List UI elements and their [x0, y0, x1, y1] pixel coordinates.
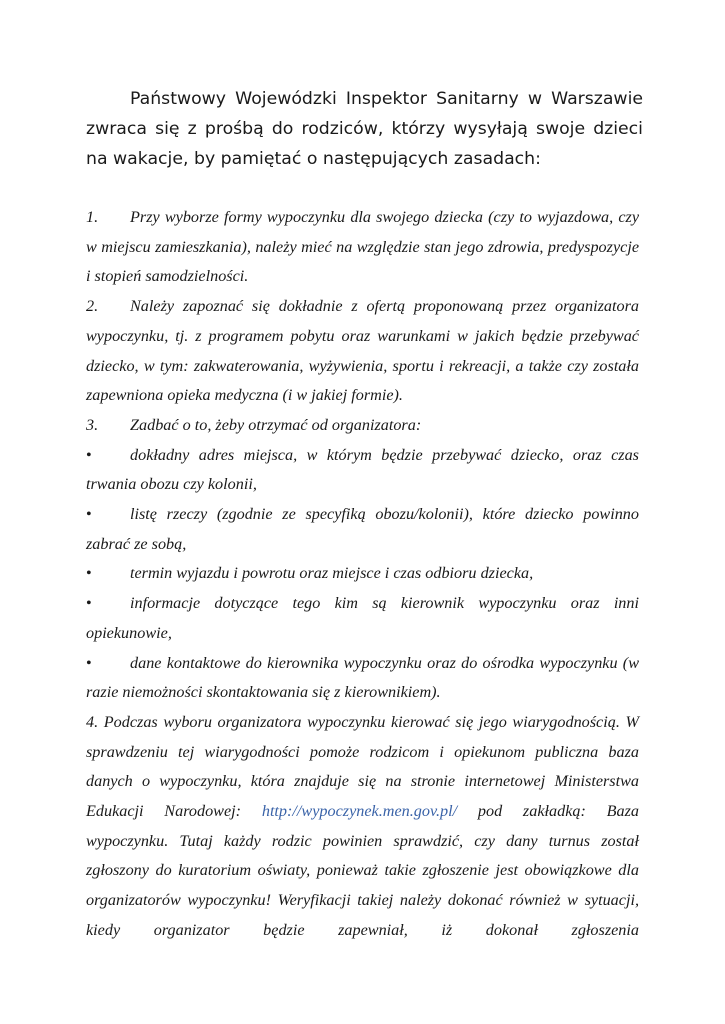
point-number: 2. [86, 297, 99, 316]
bullet-text: termin wyjazdu i powrotu oraz miejsce i czas odbioru dziecka, [130, 564, 534, 583]
bullet-text: listę rzeczy (zgodnie ze specyfiką obozu/kolonii), które dziecko powinno zabrać ze sobą, [86, 505, 639, 553]
bullet-marker: • [86, 594, 92, 613]
point-2 [86, 292, 639, 411]
point-4-text-after-link: pod zakładką: Baza wypoczynku. Tutaj każdy rodzic powinien sprawdzić, czy dany turnus został zgłoszony do kuratorium oświaty, ponieważ takie zgłoszenie jest obowiązkowe dla organizatorów wypoczynku! Weryfikacji takiej należy dokonać również w sytuacji, kiedy organizator będzie zapewniał, iż dokonał zgłoszenia [86, 802, 640, 939]
point-1 [86, 203, 639, 292]
bullet-item [86, 441, 639, 500]
bullet-marker: • [86, 445, 92, 464]
point-text: Należy zapoznać się dokładnie z ofertą proponowaną przez organizatora wypoczynku, tj. z programem pobytu oraz warunkami w jakich będzie przebywać dziecko, w tym: zakwaterowania, wyżywienia, sportu i rekreacji, a także czy została zapewniona opieka medyczna (i w jakiej formie). [86, 297, 639, 405]
bullet-text: informacje dotyczące tego kim są kierownik wypoczynku oraz inni opiekunowie, [86, 594, 639, 642]
intro-line-1: Państwowy Wojewódzki Inspektor Sanitarny w Warszawie [130, 89, 643, 109]
bullet-item [86, 649, 639, 708]
bullet-marker: • [86, 653, 92, 672]
men-database-link[interactable]: http://wypoczynek.men.gov.pl/ [261, 802, 458, 821]
bullet-marker: • [86, 564, 92, 583]
intro-paragraph [86, 84, 643, 174]
point-number: 1. [86, 208, 99, 226]
document-body [86, 203, 639, 946]
bullet-item [86, 559, 639, 589]
bullet-text: dokładny adres miejsca, w którym będzie przebywać dziecko, oraz czas trwania obozu czy kolonii, [86, 445, 639, 494]
point-4 [86, 708, 639, 946]
bullet-text: dane kontaktowe do kierownika wypoczynku oraz do ośrodka wypoczynku (w razie niemożności skontaktowania się z kierownikiem). [86, 653, 639, 702]
bullet-item [86, 500, 639, 559]
point-text: Zadbać o to, żeby otrzymać od organizatora: [130, 415, 422, 434]
point-3 [86, 411, 639, 441]
point-number: 3. [86, 415, 99, 434]
point-4-text-before-link: 4. Podczas wyboru organizatora wypoczynku kierować się jego wiarygodnością. W sprawdzeniu tej wiarygodności pomoże rodzicom i opiekunom publiczna baza danych o wypoczynku, która znajduje się na stronie internetowej Ministerstwa Edukacji Narodowej: [86, 712, 639, 821]
bullet-item [86, 589, 639, 648]
intro-line-rest: zwraca się z prośbą do rodziców, którzy wysyłają swoje dzieci na wakacje, by pamiętać o następujących zasadach: [86, 119, 643, 169]
point-text: Przy wyborze formy wypoczynku dla swojego dziecka (czy to wyjazdowa, czy w miejscu zamieszkania), należy mieć na względzie stan jego zdrowia, predyspozycje i stopień samodzielności. [86, 208, 639, 286]
bullet-marker: • [86, 505, 92, 524]
